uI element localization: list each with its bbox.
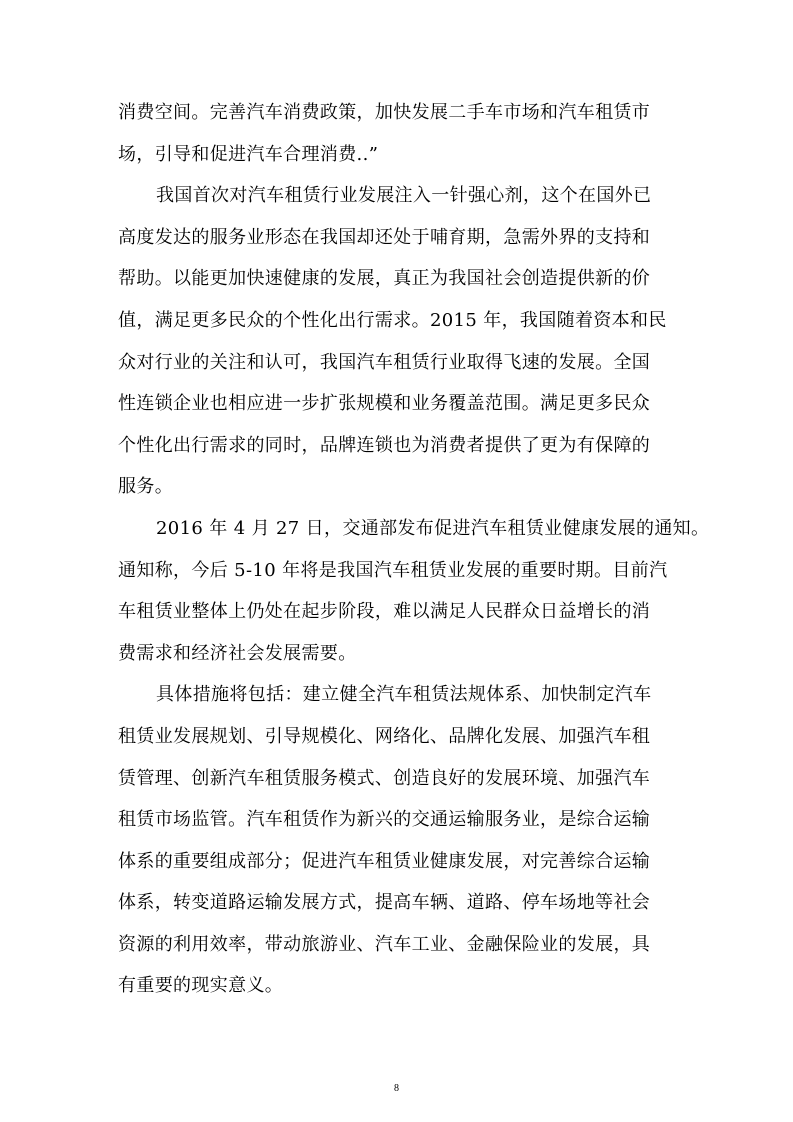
text-line: 众对行业的关注和认可，我国汽车租赁行业取得飞速的发展。全国	[118, 351, 651, 373]
text-line: 资源的利用效率，带动旅游业、汽车工业、金融保险业的发展，具	[118, 933, 651, 955]
text-line: 体系，转变道路运输发展方式，提高车辆、道路、停车场地等社会	[118, 892, 651, 914]
text-line: 性连锁企业也相应进一步扩张规模和业务覆盖范围。满足更多民众	[118, 393, 651, 415]
text-line: 值，满足更多民众的个性化出行需求。2015 年，我国随着资本和民	[118, 309, 667, 331]
text-line: 租赁业发展规划、引导规模化、网络化、品牌化发展、加强汽车租	[118, 725, 651, 747]
text-line: 通知称，今后 5-10 年将是我国汽车租赁业发展的重要时期。目前汽	[118, 559, 668, 581]
paragraph-start-line: 我国首次对汽车租赁行业发展注入一针强心剂，这个在国外已	[156, 185, 652, 207]
page-number: 8	[394, 1083, 399, 1094]
text-line: 有重要的现实意义。	[118, 975, 284, 997]
text-line: 费需求和经济社会发展需要。	[118, 642, 357, 664]
text-line: 车租赁业整体上仍处在起步阶段，难以满足人民群众日益增长的消	[118, 601, 651, 623]
text-line: 租赁市场监管。汽车租赁作为新兴的交通运输服务业，是综合运输	[118, 809, 651, 831]
text-line: 服务。	[118, 476, 174, 498]
text-line: 帮助。以能更加快速健康的发展，真正为我国社会创造提供新的价	[118, 268, 651, 290]
text-line: 体系的重要组成部分；促进汽车租赁业健康发展，对完善综合运输	[118, 850, 651, 872]
text-line: 赁管理、创新汽车租赁服务模式、创造良好的发展环境、加强汽车	[118, 767, 651, 789]
text-line: 个性化出行需求的同时，品牌连锁也为消费者提供了更为有保障的	[118, 434, 651, 456]
paragraph-start-line: 具体措施将包括：建立健全汽车租赁法规体系、加快制定汽车	[156, 684, 652, 706]
text-line: 场，引导和促进汽车合理消费..”	[118, 143, 379, 165]
text-line: 高度发达的服务业形态在我国却还处于哺育期，急需外界的支持和	[118, 226, 651, 248]
paragraph-start-line: 2016 年 4 月 27 日，交通部发布促进汽车租赁业健康发展的通知。	[156, 517, 710, 539]
page-body	[118, 92, 710, 1007]
text-line: 消费空间。完善汽车消费政策，加快发展二手车市场和汽车租赁市	[118, 102, 651, 123]
